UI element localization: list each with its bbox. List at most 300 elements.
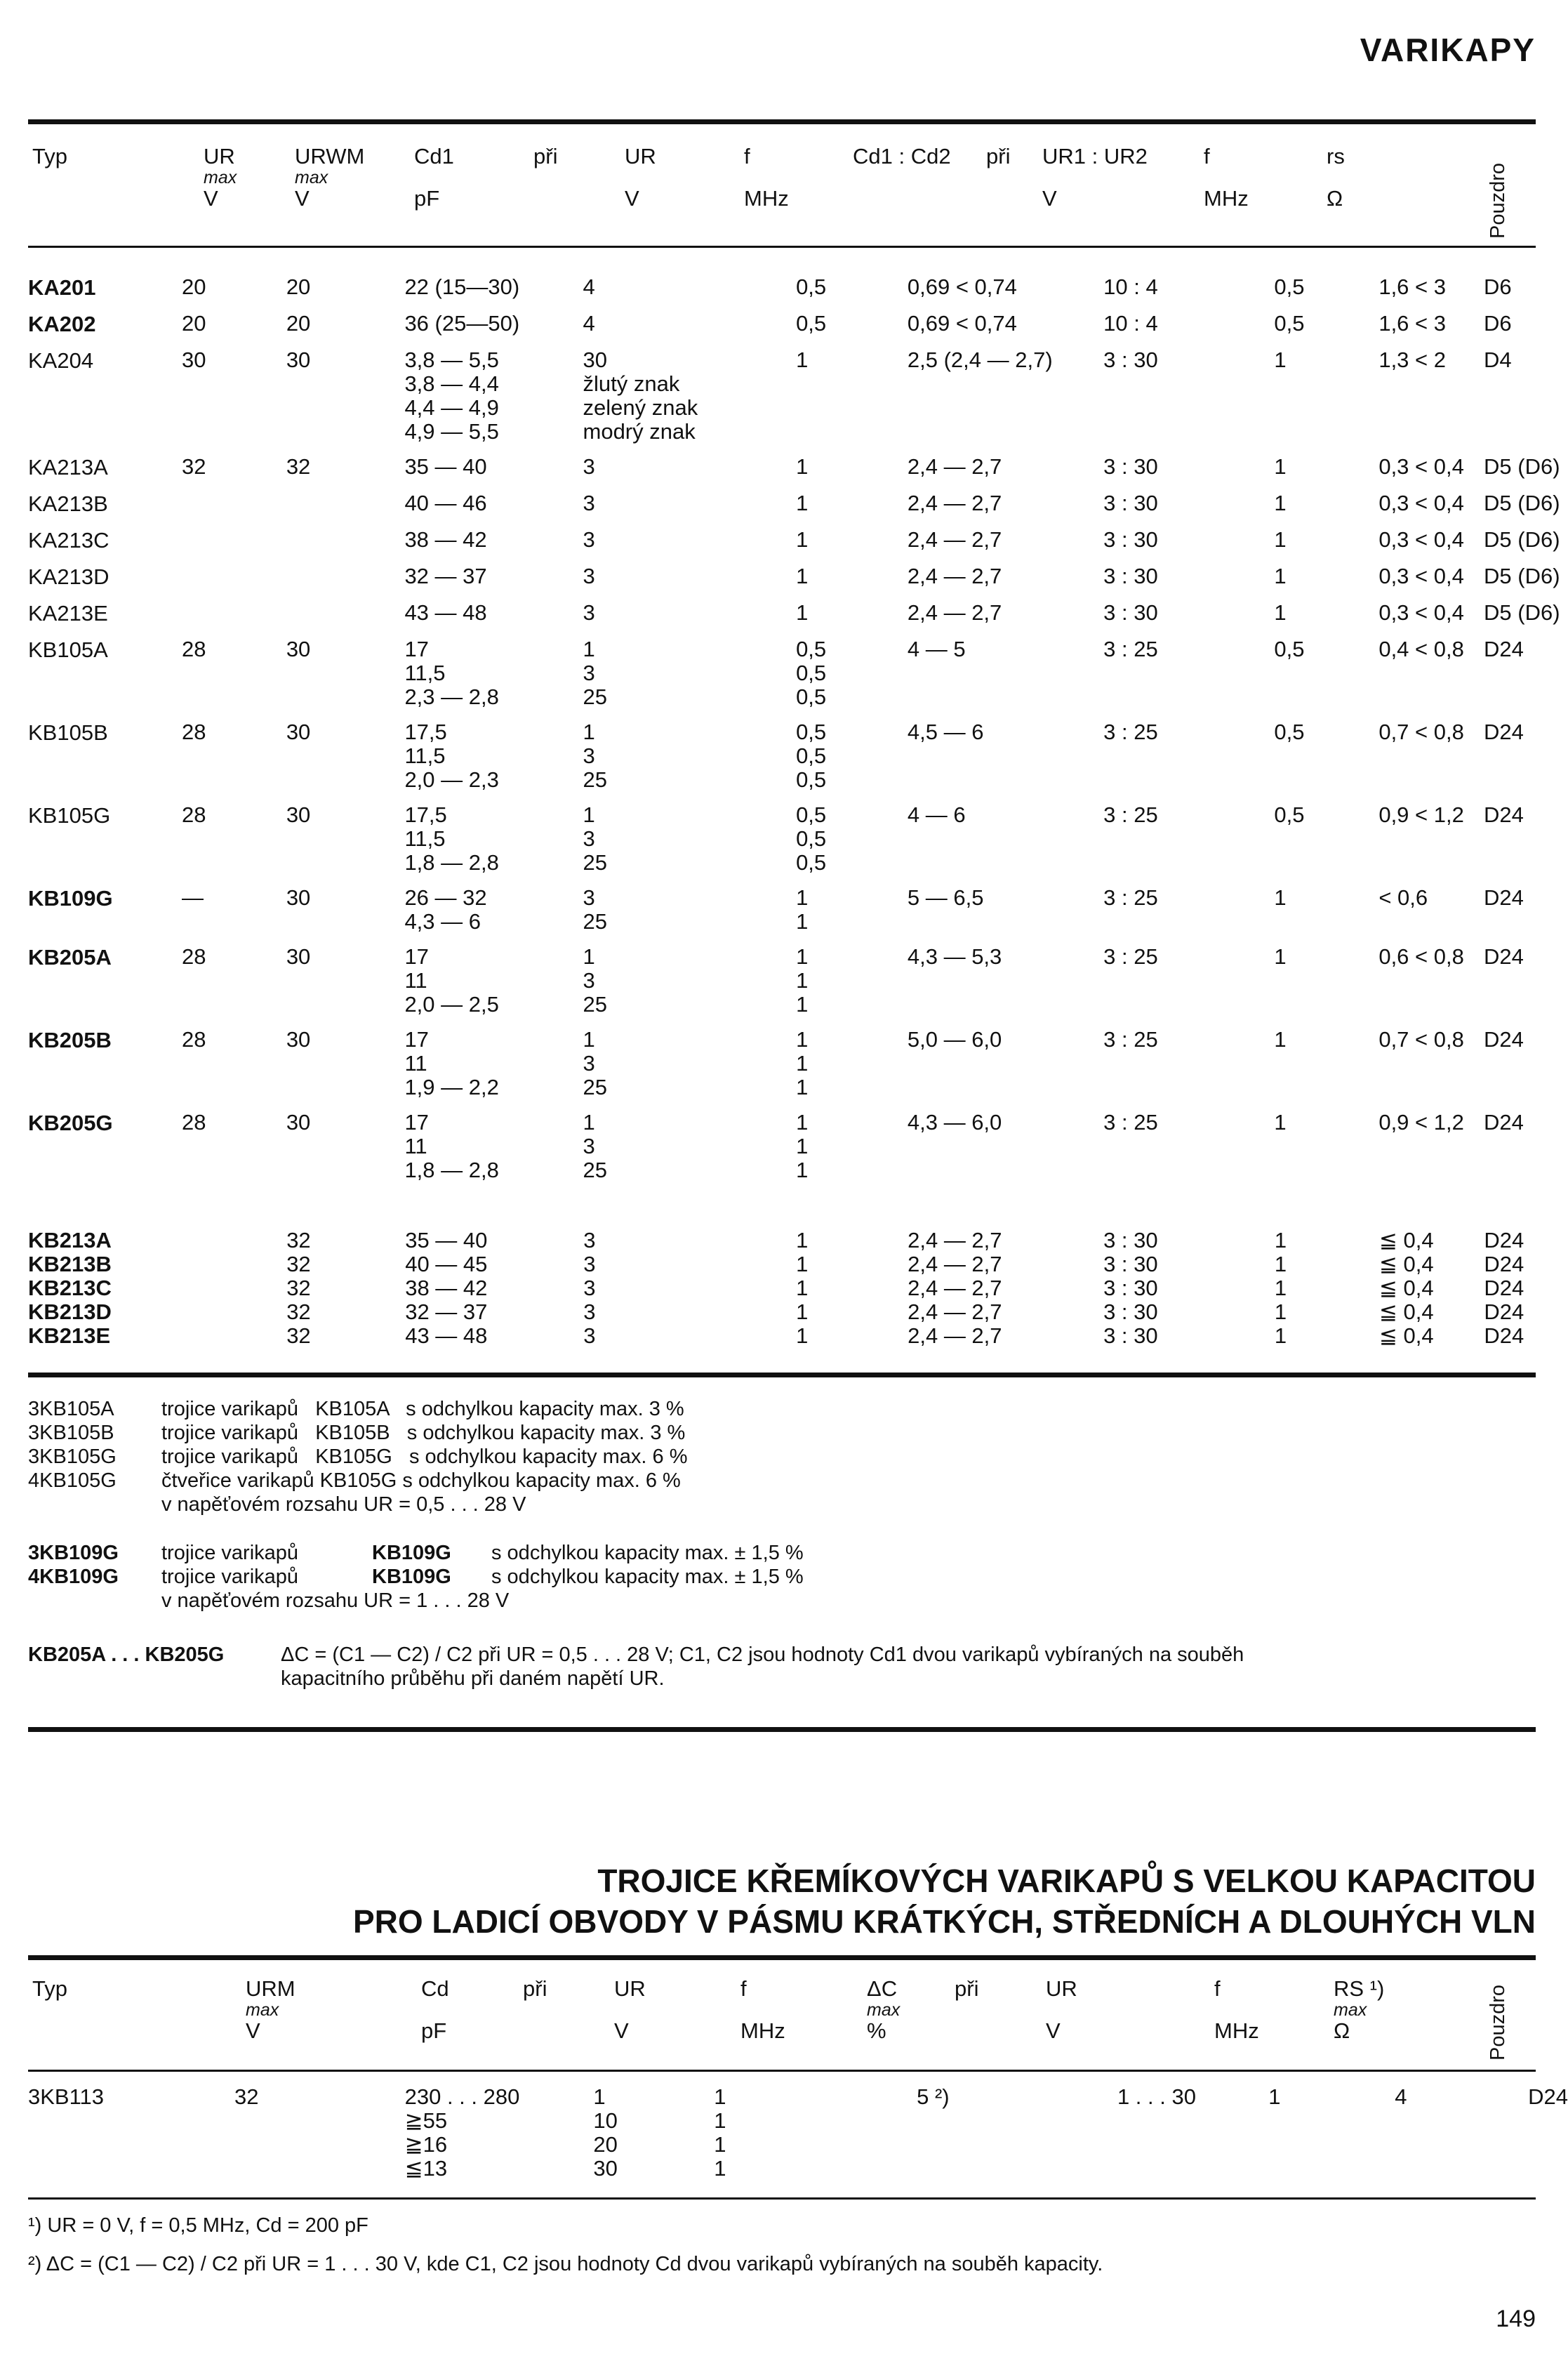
cell-f-line: 0,5	[796, 826, 827, 851]
cell-ur12-line: 3 : 30	[1103, 454, 1158, 479]
cell-ur-test-line: 25	[583, 767, 607, 792]
cell-cd-line: 1,8 — 2,8	[404, 1158, 499, 1182]
note-line	[28, 1421, 688, 1445]
cell-ur-test-line: 1	[583, 944, 595, 969]
cell-cd-line: 17	[404, 1027, 429, 1052]
cell-cd	[404, 337, 583, 444]
cell-f-line: 0,5	[796, 661, 827, 685]
cell-cd-line: ≧55	[404, 2108, 448, 2133]
header-label: Cd	[421, 1976, 449, 2001]
table-row	[28, 264, 1568, 300]
cell-ur-test-line: zelený znak	[583, 395, 698, 420]
cell-rs-line: 0,3 < 0,4	[1378, 454, 1464, 479]
cell-pouzdro-line: D24	[1484, 802, 1524, 827]
cell-cd-line: 11,5	[404, 743, 446, 768]
cell-cd-line: 22 (15—30)	[404, 275, 520, 299]
cell-rs	[1378, 337, 1484, 444]
cell-ur	[182, 875, 286, 934]
cell-ur-line: 28	[181, 637, 206, 661]
cell-urwm	[286, 480, 405, 517]
cell-f-line: 1	[796, 944, 809, 969]
notes-kb205	[28, 1643, 1537, 1691]
header-unit: Ω	[1334, 2018, 1350, 2043]
cell-cd-line: 35 — 40	[404, 454, 487, 479]
cell-rs-line: 1,3 < 2	[1378, 348, 1446, 372]
cell-cd-line: 2,0 — 2,5	[404, 992, 499, 1017]
cell-f2-line: 1	[1274, 454, 1287, 479]
cell-pouzdro	[1484, 480, 1568, 517]
cell-pouzdro-line: D6	[1484, 275, 1512, 299]
cell-f2	[1274, 934, 1378, 1017]
cell-rs-line: 0,9 < 1,2	[1378, 802, 1464, 827]
header-label: f	[1204, 144, 1210, 168]
header-unit: V	[295, 186, 310, 211]
cell-ur12	[1103, 553, 1274, 590]
table2	[28, 2085, 1568, 2181]
table1-kb213	[28, 1229, 1568, 1348]
header-cell	[625, 144, 656, 211]
header-cell	[1214, 1976, 1259, 2044]
cell-urwm-line: 30	[286, 885, 311, 910]
cell-ur-test: 3	[583, 1299, 596, 1324]
cell-typ: KB109G	[28, 886, 113, 911]
cell-f2-line: 0,5	[1274, 637, 1305, 661]
cell-cd	[404, 792, 583, 875]
cell-pouzdro: D24	[1484, 1276, 1524, 1300]
cell-ur-range	[1117, 2085, 1395, 2181]
note-code: 3KB105G	[28, 1446, 117, 1468]
cell-cd: 32 — 37	[405, 1299, 488, 1324]
cell-ur-test	[583, 300, 797, 337]
cell-typ: KB105A	[28, 637, 108, 662]
table-row	[28, 792, 1568, 875]
cell-f2	[1274, 517, 1378, 553]
note-line	[28, 1541, 804, 1565]
cell-rs	[1378, 300, 1484, 337]
cell-urwm-line: 32	[286, 454, 311, 479]
cell-urwm	[286, 875, 405, 934]
cell-f-line: 1	[796, 909, 809, 934]
cell-pouzdro-line: D5 (D6)	[1484, 527, 1560, 552]
cell-ratio-line: 4,5 — 6	[907, 720, 984, 744]
cell-f2	[1274, 337, 1378, 444]
cell-f2	[1274, 300, 1378, 337]
header-cell	[533, 144, 557, 186]
cell-ur-test-line: 3	[583, 885, 595, 910]
cell-rs-line: 0,7 < 0,8	[1378, 1027, 1464, 1052]
cell-ur-test-line: 1	[583, 802, 595, 827]
cell-f2	[1274, 626, 1378, 709]
cell-f	[796, 444, 908, 480]
cell-ur-test	[583, 792, 797, 875]
header-label: Cd1 : Cd2	[853, 144, 951, 168]
cell-ratio	[908, 264, 1103, 300]
cell-ratio	[908, 300, 1103, 337]
cell-pouzdro-line: D24	[1484, 637, 1524, 661]
cell-f2-line: 0,5	[1274, 802, 1305, 827]
cell-f	[796, 792, 908, 875]
cell-typ: KB213D	[28, 1299, 112, 1324]
cell-ur	[182, 1229, 286, 1252]
cell-ur-test-line: 20	[593, 2132, 618, 2157]
note-type: KB109G	[372, 1566, 451, 1588]
cell-ur-test-line: 1	[583, 1110, 595, 1135]
heading2-line1: TROJICE KŘEMÍKOVÝCH VARIKAPŮ S VELKOU KAPACITOU	[597, 1863, 1536, 1899]
cell-f2: 1	[1274, 1228, 1287, 1252]
cell-rs: ≦ 0,4	[1378, 1299, 1434, 1324]
cell-urwm	[286, 1017, 405, 1099]
cell-pouzdro-line: D5 (D6)	[1484, 454, 1560, 479]
header-sub: max	[295, 168, 328, 187]
cell-typ: KB213A	[28, 1228, 112, 1252]
cell-urwm	[286, 300, 405, 337]
table-row	[28, 1276, 1568, 1300]
note-text: trojice varikapů KB105B s odchylkou kapacity max. 3 %	[161, 1422, 686, 1444]
cell-ur12-line: 3 : 30	[1103, 348, 1158, 372]
cell-f	[796, 337, 908, 444]
cell-ur12: 3 : 30	[1103, 1276, 1158, 1300]
cell-rs	[1378, 626, 1484, 709]
cell-ratio: 2,4 — 2,7	[908, 1299, 1002, 1324]
cell-f	[796, 264, 908, 300]
header-unit: V	[1042, 186, 1057, 211]
cell-rs	[1378, 444, 1484, 480]
cell-pouzdro-line: D24	[1484, 944, 1524, 969]
header-label: f	[1214, 1976, 1221, 2001]
header-cell	[740, 1976, 785, 2044]
note-line	[28, 1589, 804, 1613]
notes-kb109	[28, 1541, 804, 1613]
cell-rs-line: 0,3 < 0,4	[1378, 600, 1464, 625]
cell-ratio: 2,4 — 2,7	[908, 1276, 1002, 1300]
cell-ratio-line: 0,69 < 0,74	[907, 275, 1017, 299]
cell-ur-test: 3	[583, 1252, 596, 1276]
header-sub	[744, 169, 789, 186]
cell-f	[796, 875, 908, 934]
cell-rs	[1378, 1099, 1484, 1182]
header-cell	[1042, 144, 1148, 211]
cell-f-line: 1	[796, 968, 809, 993]
cell-rs	[1378, 792, 1484, 875]
header-unit: V	[204, 186, 218, 211]
cell-ratio	[908, 444, 1103, 480]
header-unit: pF	[421, 2018, 447, 2043]
note-pre: trojice varikapů	[161, 1542, 299, 1564]
cell-f	[796, 1099, 908, 1182]
cell-cd-line: 11,5	[404, 661, 446, 685]
pouzdro-label: Pouzdro	[1487, 162, 1509, 239]
cell-cd-line: 3,8 — 4,4	[404, 371, 499, 396]
note-line	[28, 1397, 688, 1421]
cell-urwm: 32	[286, 1252, 311, 1276]
cell-ur-range-line: 1 . . . 30 1	[1117, 2084, 1281, 2109]
cell-ur-test	[583, 444, 797, 480]
cell-rs-line: 0,7 < 0,8	[1378, 720, 1464, 744]
cell-f	[796, 517, 908, 553]
header-sub: max	[204, 168, 237, 187]
cell-urwm	[286, 709, 405, 792]
cell-cd-line: 32 — 37	[404, 564, 487, 588]
cell-f	[796, 626, 908, 709]
cell-pouzdro	[1484, 300, 1568, 337]
cell-ur12	[1103, 626, 1274, 709]
header-cell	[1334, 1976, 1384, 2044]
header-unit: %	[867, 2018, 886, 2043]
cell-ur-test-line: 3	[583, 1051, 595, 1076]
header-label: f	[744, 144, 750, 168]
note-line	[28, 1469, 688, 1493]
pouzdro-label-2: Pouzdro	[1487, 1984, 1509, 2061]
cell-cd-line: ≧16	[404, 2132, 448, 2157]
cell-rs: ≦ 0,4	[1378, 1228, 1434, 1252]
cell-ur-test	[583, 553, 797, 590]
cell-pouzdro-line: D5 (D6)	[1484, 491, 1560, 515]
header-unit: V	[1046, 2018, 1061, 2043]
cell-f2: 1	[1274, 1323, 1287, 1348]
table1-bottom-rule	[28, 1373, 1536, 1377]
cell-ur12-line: 10 : 4	[1103, 311, 1158, 336]
cell-ur-test-line: 3	[583, 491, 595, 515]
cell-ur-line: 30	[181, 348, 206, 372]
cell-ur12: 3 : 30	[1103, 1323, 1158, 1348]
cell-pouzdro-line: D5 (D6)	[1484, 600, 1560, 625]
header-label: ΔC	[867, 1976, 898, 2001]
cell-urwm-line: 30	[286, 637, 311, 661]
cell-ur-line: 20	[181, 275, 206, 299]
cell-cd-line: 36 (25—50)	[404, 311, 520, 336]
cell-cd-line: 11	[404, 1134, 427, 1158]
cell-f-line: 1	[796, 1075, 809, 1099]
note-code: 3KB105B	[28, 1422, 114, 1444]
cell-urwm-line: 30	[286, 348, 311, 372]
cell-ur-test-line: 4	[583, 275, 595, 299]
cell-cd	[404, 875, 583, 934]
cell-ur	[182, 517, 286, 553]
cell-urwm-line: 30	[286, 720, 311, 744]
cell-ur-test	[583, 337, 797, 444]
table-row	[28, 1324, 1568, 1348]
cell-urm	[234, 2085, 405, 2181]
header-cell	[867, 1976, 900, 2044]
cell-ur-test-line: 25	[583, 909, 607, 934]
cell-cd: 43 — 48	[405, 1323, 488, 1348]
header-cell	[986, 144, 1010, 186]
table-row	[28, 934, 1568, 1017]
table-row	[28, 337, 1568, 444]
cell-ur12-line: 3 : 25	[1103, 944, 1158, 969]
table-row	[28, 1300, 1568, 1324]
cell-ur	[182, 1099, 286, 1182]
cell-cd: 38 — 42	[405, 1276, 488, 1300]
note-code: 3KB109G	[28, 1542, 119, 1564]
cell-ur-line: 20	[181, 311, 206, 336]
cell-f	[796, 553, 908, 590]
cell-ur	[182, 1252, 286, 1276]
cell-ur-test	[583, 264, 797, 300]
cell-rs	[1395, 2085, 1528, 2181]
cell-urwm	[286, 264, 405, 300]
cell-rs	[1378, 590, 1484, 626]
cell-ratio	[908, 626, 1103, 709]
cell-cd	[404, 1099, 583, 1182]
cell-pouzdro	[1528, 2085, 1568, 2181]
table-row	[28, 875, 1568, 934]
cell-urwm	[286, 553, 405, 590]
cell-ratio-line: 2,4 — 2,7	[907, 454, 1002, 479]
cell-ur	[182, 444, 286, 480]
header-label: UR	[614, 1976, 646, 2001]
header-sub	[955, 2002, 978, 2018]
cell-cd	[404, 1017, 583, 1099]
cell-f	[796, 709, 908, 792]
cell-ur12-line: 3 : 25	[1103, 1027, 1158, 1052]
cell-ur-line: 28	[181, 944, 206, 969]
header-label: UR	[625, 144, 656, 168]
cell-ur	[182, 1276, 286, 1300]
cell-ur12	[1103, 875, 1274, 934]
cell-ur12-line: 3 : 30	[1103, 600, 1158, 625]
cell-ur-test-line: 1	[583, 1027, 595, 1052]
cell-pouzdro	[1484, 1099, 1568, 1182]
cell-rs	[1378, 517, 1484, 553]
cell-ratio-line: 2,5 (2,4 — 2,7)	[907, 348, 1053, 372]
cell-f2: 1	[1274, 1276, 1287, 1300]
note-pre: trojice varikapů	[161, 1566, 299, 1588]
cell-urwm-line: 30	[286, 1110, 311, 1135]
cell-ur12-line: 3 : 30	[1103, 527, 1158, 552]
cell-urm-line: 32	[234, 2084, 259, 2109]
cell-ur-test	[583, 517, 797, 553]
cell-rs-line: 0,3 < 0,4	[1378, 564, 1464, 588]
cell-urwm	[286, 792, 405, 875]
cell-cd-line: 26 — 32	[404, 885, 487, 910]
cell-ur	[182, 590, 286, 626]
cell-pouzdro-line: D24	[1484, 1027, 1524, 1052]
cell-ur12	[1103, 934, 1274, 1017]
header-label: UR	[1046, 1976, 1077, 2001]
cell-f-line: 1	[796, 600, 809, 625]
notes-kb205-code: KB205A . . . KB205G	[28, 1644, 225, 1666]
header-cell	[955, 1976, 978, 2018]
cell-ur-line: 28	[181, 1110, 206, 1135]
cell-f-line: 1	[714, 2084, 726, 2109]
cell-urwm-line: 20	[286, 275, 311, 299]
cell-pouzdro-line: D24	[1484, 720, 1524, 744]
top-rule	[28, 119, 1536, 124]
header-unit: MHz	[1204, 186, 1249, 211]
cell-f-line: 1	[714, 2132, 726, 2157]
header-sub: max	[246, 2000, 279, 2020]
cell-ur-test-line: 1	[593, 2084, 606, 2109]
cell-f-line: 1	[796, 454, 809, 479]
header-sub	[414, 169, 454, 186]
cell-ur-test-line: 3	[583, 454, 595, 479]
header-sub	[1327, 169, 1345, 186]
header-sub	[1042, 169, 1148, 186]
cell-ratio-line: 4,3 — 5,3	[907, 944, 1002, 969]
cell-rs: ≦ 0,4	[1378, 1323, 1434, 1348]
cell-cd-line: 230 . . . 280	[404, 2084, 520, 2109]
cell-ur12	[1103, 1099, 1274, 1182]
cell-typ: KB213C	[28, 1276, 112, 1300]
note-pre: v napěťovém rozsahu UR = 1 . . . 28 V	[161, 1589, 510, 1612]
cell-f2-line: 0,5	[1274, 311, 1305, 336]
cell-f2	[1274, 709, 1378, 792]
cell-f	[796, 300, 908, 337]
cell-f2	[1274, 792, 1378, 875]
cell-ur	[182, 1324, 286, 1348]
cell-ur-test-line: 3	[583, 661, 595, 685]
cell-rs-line: < 0,6	[1378, 885, 1428, 910]
header-label: Cd1	[414, 144, 454, 168]
header-label: URWM	[295, 144, 365, 168]
cell-urwm	[286, 626, 405, 709]
cell-ur12-line: 3 : 30	[1103, 491, 1158, 515]
header-sub: max	[867, 2000, 901, 2020]
cell-ratio	[908, 337, 1103, 444]
cell-rs	[1378, 553, 1484, 590]
cell-typ: KA213E	[28, 601, 108, 626]
header-label: f	[740, 1976, 747, 2001]
cell-ur-test-line: 25	[583, 850, 607, 875]
header-label: UR	[204, 144, 235, 168]
section2-heading	[353, 1860, 1536, 1942]
cell-f-line: 0,5	[796, 637, 827, 661]
cell-ur12	[1103, 264, 1274, 300]
section-divider	[28, 1727, 1536, 1732]
cell-ratio-line: 4,3 — 6,0	[907, 1110, 1002, 1135]
cell-typ: KB205B	[28, 1028, 112, 1052]
note-text: trojice varikapů KB105G s odchylkou kapacity max. 6 %	[161, 1446, 688, 1468]
cell-ur12	[1103, 337, 1274, 444]
cell-ur-test	[583, 590, 797, 626]
cell-rs	[1378, 264, 1484, 300]
cell-f2	[1274, 553, 1378, 590]
header-cell	[204, 144, 237, 211]
header-label: Typ	[32, 1976, 67, 2001]
note-code: 4KB109G	[28, 1566, 119, 1588]
cell-f2-line: 1	[1274, 527, 1287, 552]
cell-urwm: 32	[286, 1299, 311, 1324]
cell-ratio: 2,4 — 2,7	[908, 1323, 1002, 1348]
cell-ur-test	[583, 709, 797, 792]
note-type: KB109G	[372, 1542, 451, 1564]
cell-rs	[1378, 1017, 1484, 1099]
cell-urwm	[286, 337, 405, 444]
table-row	[28, 1229, 1568, 1252]
cell-cd	[404, 709, 583, 792]
cell-rs: ≦ 0,4	[1378, 1252, 1434, 1276]
cell-pouzdro	[1484, 264, 1568, 300]
cell-cd: 40 — 45	[405, 1252, 488, 1276]
cell-ur-test-line: 4	[583, 311, 595, 336]
cell-f: 1	[796, 1276, 809, 1300]
cell-rs-line: 0,6 < 0,8	[1378, 944, 1464, 969]
cell-typ: KA204	[28, 348, 94, 373]
cell-ur12: 3 : 30	[1103, 1228, 1158, 1252]
header-sub	[1204, 169, 1249, 186]
cell-ratio	[908, 480, 1103, 517]
cell-ur-test-line: modrý znak	[583, 419, 696, 444]
header-sub	[1046, 2002, 1077, 2018]
cell-f-line: 1	[796, 1158, 809, 1182]
header-sub: max	[1334, 2000, 1367, 2020]
cell-f-line: 1	[714, 2108, 726, 2133]
header-unit: MHz	[744, 186, 789, 211]
note-code: 4KB105G	[28, 1469, 117, 1492]
header-sub	[32, 169, 67, 186]
cell-ratio	[908, 553, 1103, 590]
